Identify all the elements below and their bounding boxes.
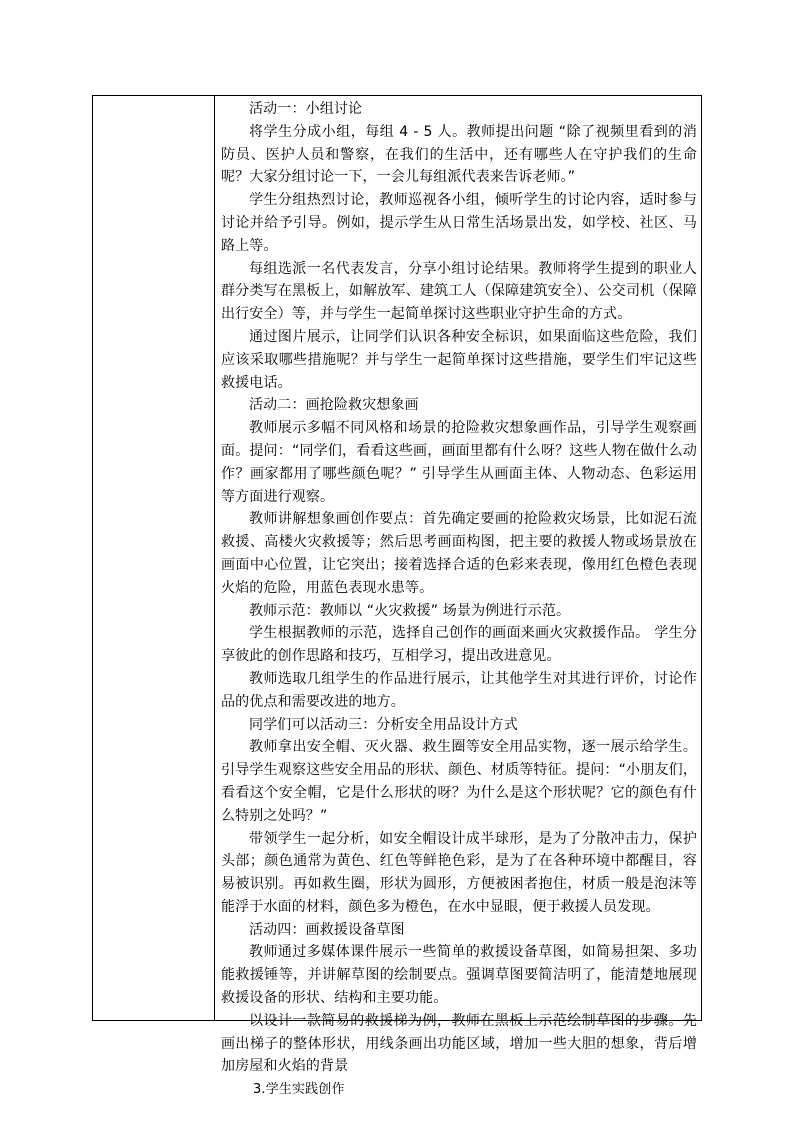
- paragraph: 带领学生一起分析，如安全帽设计成半球形，是为了分散冲击力，保护头部；颜色通常为黄色、红色等鲜艳色彩，是为了在各种环境中都醒目，容易被识别。再如救生圈，形状为圆形，方便被困者抱住，材质一般是泡沫等能浮于水面的材料，颜色多为橙色，在水中显眼，便于救援人员发现。: [221, 830, 697, 915]
- lesson-content-cell: [221, 98, 697, 1098]
- paragraph: 教师示范：教师以 “火灾救援” 场景为例进行示范。: [249, 602, 571, 619]
- activity-1-heading: 活动一：小组讨论: [249, 101, 363, 117]
- paragraph: 通过图片展示，让同学们认识各种安全标识，如果面临这些危险，我们应该采取哪些措施呢？并与学生一起简单探讨这些措施，要学生们牢记这些救援电话。: [221, 328, 697, 391]
- activity-4-heading: 活动四：画救援设备草图: [249, 921, 405, 938]
- section-3-heading: 3.学生实践创作: [253, 1082, 345, 1098]
- paragraph: 学生分组热烈讨论，教师巡视各小组，倾听学生的讨论内容，适时参与讨论并给予引导。例如，提示学生从日常生活场景出发，如学校、社区、马路上等。: [221, 192, 697, 254]
- paragraph: 教师讲解想象画创作要点：首先确定要画的抢险救灾场景，比如泥石流救援、高楼火灾救援等；然后思考画面构图，把主要的救援人物或场景放在画面中心位置，让它突出；接着选择合适的色彩来表现，像用红色橙色表现火焰的危险，用蓝色表现水患等。: [221, 511, 697, 596]
- paragraph: 教师拿出安全帽、灭火器、救生圈等安全用品实物，逐一展示给学生。引导学生观察这些安全用品的形状、颜色、材质等特征。提问：“小朋友们，看看这个安全帽，它是什么形状的呀？为什么是这个形状呢？它的颜色有什么特别之处吗？”: [221, 739, 697, 824]
- activity-2-heading: 活动二：画抢险救灾想象画: [249, 397, 419, 414]
- paragraph: 每组选派一名代表发言，分享小组讨论结果。教师将学生提到的职业人群分类写在黑板上，如解放军、建筑工人（保障建筑安全）、公交司机（保障出行安全）等，并与学生一起简单探讨这些职业守护生命的方式。: [221, 260, 697, 323]
- paragraph: 教师选取几组学生的作品进行展示，让其他学生对其进行评价，讨论作品的优点和需要改进的地方。: [221, 670, 697, 710]
- column-divider: [214, 96, 215, 1020]
- paragraph: 学生根据教师的示范，选择自己创作的画面来画火灾救援作品。 学生分享彼此的创作思路和技巧，互相学习，提出改进意见。: [221, 625, 697, 665]
- lesson-table: [92, 95, 702, 1098]
- activity-3-heading: 同学们可以活动三：分析安全用品设计方式: [249, 716, 518, 733]
- paragraph: 教师通过多媒体课件展示一些简单的救援设备草图，如简易担架、多功能救援锤等，并讲解草图的绘制要点。强调草图要简洁明了，能清楚地展现救援设备的形状、结构和主要功能。: [221, 944, 697, 1007]
- paragraph: 教师展示多幅不同风格和场景的抢险救灾想象画作品，引导学生观察画面。提问：“同学们，看看这些画，画面里都有什么呀？这些人物在做什么动作？画家都用了哪些颜色呢？” 引导学生从画面主体、人物动态、色彩运用等方面进行观察。: [221, 420, 697, 505]
- paragraph: 将学生分成小组，每组 4 - 5 人。教师提出问题 “除了视频里看到的消防员、医护人员和警察，在我们的生活中，还有哪些人在守护我们的生命呢？大家分组讨论一下，一会儿每组派代表来告诉老师。”: [221, 123, 697, 186]
- paragraph: 以设计一款简易的救援梯为例，教师在黑板上示范绘制草图的步骤。先画出梯子的整体形状，用线条画出功能区域，增加一些大胆的想象，背后增加房屋和火焰的背景: [221, 1012, 697, 1075]
